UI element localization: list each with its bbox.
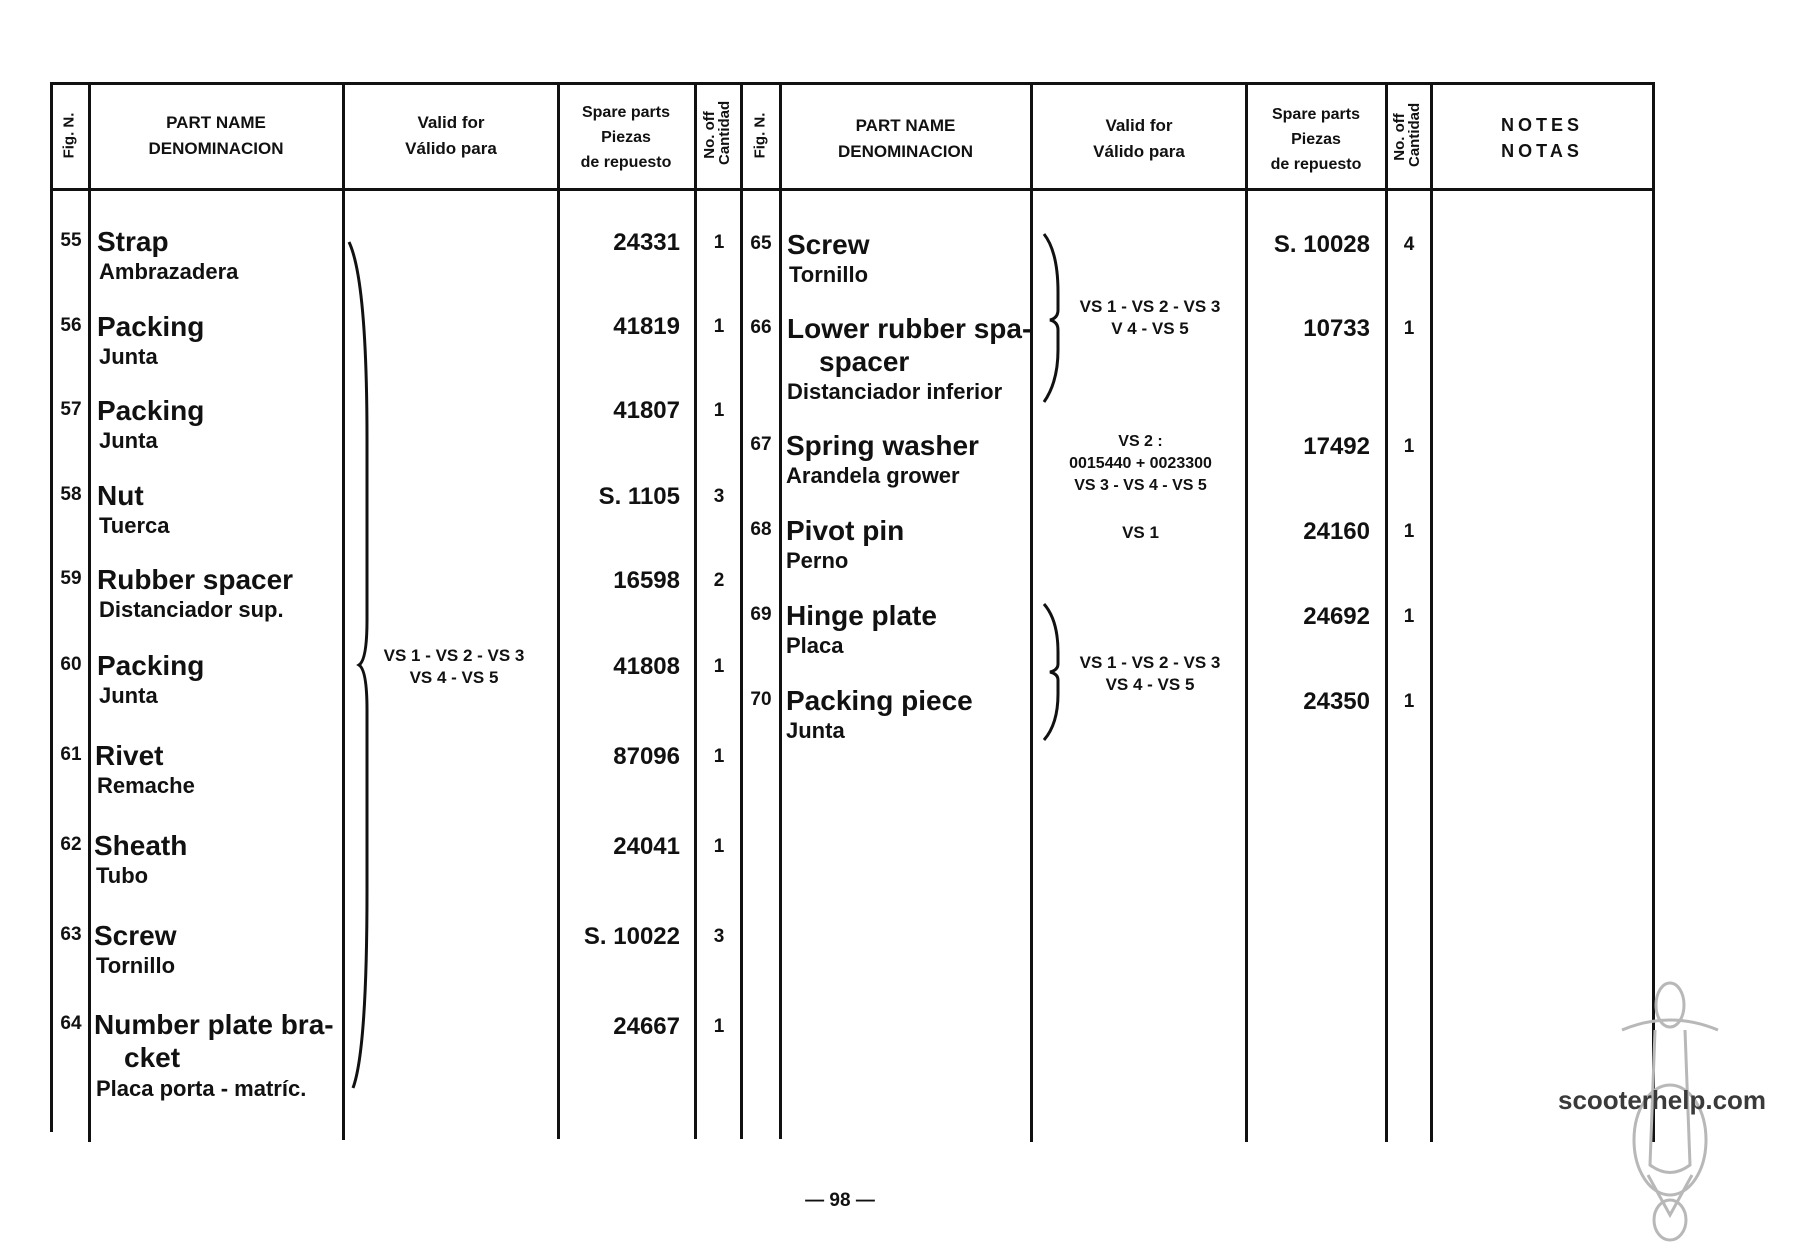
header-qty-es: Cantidad bbox=[1406, 102, 1423, 167]
part-name-line: Lower rubber spa- bbox=[787, 313, 1032, 344]
quantity: 1 bbox=[1403, 436, 1415, 457]
quantity: 1 bbox=[713, 1016, 725, 1037]
quantity: 4 bbox=[1403, 234, 1415, 255]
table-header-rule bbox=[50, 188, 1655, 191]
part-name-es: Distanciador sup. bbox=[99, 597, 284, 622]
col-divider bbox=[50, 82, 53, 1132]
valid-line: VS 4 - VS 5 bbox=[1105, 675, 1195, 694]
valid-line: VS 1 - VS 2 - VS 3 bbox=[1079, 653, 1221, 672]
part-name-es: Ambrazadera bbox=[99, 259, 239, 284]
fig-number: 64 bbox=[60, 1013, 82, 1034]
fig-number: 67 bbox=[750, 434, 772, 455]
fig-number: 68 bbox=[750, 519, 772, 540]
fig-number: 62 bbox=[60, 834, 82, 855]
part-number: 87096 bbox=[613, 743, 680, 770]
part-name-en bbox=[97, 479, 144, 512]
part-name-en bbox=[787, 228, 870, 261]
quantity: 1 bbox=[713, 746, 725, 767]
part-name-es: Junta bbox=[786, 718, 845, 743]
part-number: S. 10028 bbox=[1273, 231, 1370, 258]
header-part-name-en: PART NAME bbox=[166, 113, 266, 132]
row68-valid bbox=[1038, 522, 1243, 544]
part-number: 41819 bbox=[613, 313, 680, 340]
quantity: 3 bbox=[713, 926, 725, 947]
part-name-line: Pivot pin bbox=[786, 515, 905, 546]
part-name-en bbox=[95, 739, 163, 772]
part-name-line: Packing bbox=[97, 311, 205, 342]
part-name-line: spacer bbox=[819, 346, 910, 377]
header-spare-parts bbox=[560, 100, 692, 175]
part-name-en bbox=[786, 684, 973, 717]
quantity: 1 bbox=[1403, 318, 1415, 339]
part-name-en bbox=[97, 394, 204, 427]
part-name-en bbox=[786, 514, 904, 547]
header-spare-parts bbox=[1249, 102, 1383, 177]
part-name-en bbox=[786, 599, 937, 632]
part-name-en bbox=[94, 829, 187, 862]
part-name-line: Screw bbox=[94, 920, 177, 951]
quantity: 1 bbox=[713, 400, 725, 421]
part-name-es: Junta bbox=[99, 428, 158, 453]
quantity: 1 bbox=[713, 656, 725, 677]
valid-line: V 4 - VS 5 bbox=[1111, 319, 1189, 338]
header-valid-for-es: Válido para bbox=[1093, 142, 1185, 161]
fig-number: 59 bbox=[60, 568, 82, 589]
header-qty bbox=[701, 100, 733, 165]
part-number: 24160 bbox=[1303, 518, 1370, 545]
part-name-en bbox=[786, 429, 979, 462]
part-name-line: Rivet bbox=[95, 740, 164, 771]
right-group2-valid bbox=[1055, 652, 1245, 696]
header-spare-parts-es: Piezas bbox=[1291, 131, 1341, 148]
header-spare-parts-es2: de repuesto bbox=[1270, 156, 1362, 173]
valid-line: VS 1 - VS 2 - VS 3 bbox=[383, 646, 525, 665]
header-qty-es: Cantidad bbox=[716, 100, 733, 165]
header-fig-n: Fig. N. bbox=[751, 112, 769, 159]
part-name-line: Screw bbox=[787, 229, 870, 260]
header-part-name-en: PART NAME bbox=[855, 116, 956, 135]
header-notes-es: NOTAS bbox=[1501, 141, 1583, 161]
part-number: 24692 bbox=[1303, 603, 1370, 630]
header-valid-for bbox=[1034, 113, 1244, 165]
part-name-line: Spring washer bbox=[786, 430, 979, 461]
header-spare-parts-es: Piezas bbox=[601, 129, 651, 146]
watermark-text: scooterhelp.com bbox=[1558, 1085, 1767, 1115]
table-top-rule bbox=[50, 82, 1655, 85]
part-number: 41807 bbox=[613, 397, 680, 424]
part-number: S. 10022 bbox=[583, 923, 680, 950]
header-spare-parts-en: Spare parts bbox=[581, 104, 671, 121]
part-name-line: Rubber spacer bbox=[97, 564, 294, 595]
quantity: 1 bbox=[1403, 606, 1415, 627]
right-group1-valid bbox=[1055, 296, 1245, 340]
row67-valid bbox=[1038, 431, 1243, 497]
part-name-es: Perno bbox=[786, 548, 849, 573]
part-number: 24331 bbox=[613, 229, 680, 256]
part-name-line: Sheath bbox=[94, 830, 188, 861]
part-name-es: Tuerca bbox=[99, 513, 170, 538]
part-name-es: Placa bbox=[786, 633, 844, 658]
valid-line: VS 3 - VS 4 - VS 5 bbox=[1074, 477, 1207, 494]
part-number: 17492 bbox=[1303, 433, 1370, 460]
quantity: 2 bbox=[713, 570, 725, 591]
part-name-en bbox=[787, 312, 1031, 378]
part-name-line: Packing bbox=[97, 395, 205, 426]
part-name-es: Remache bbox=[97, 773, 195, 798]
header-qty-en: No. off bbox=[1391, 113, 1408, 161]
fig-number: 57 bbox=[60, 399, 82, 420]
part-name-en bbox=[97, 649, 204, 682]
part-name-es: Junta bbox=[99, 683, 158, 708]
header-valid-for-en: Valid for bbox=[1105, 116, 1173, 135]
header-valid-for bbox=[346, 110, 556, 162]
fig-number: 66 bbox=[750, 317, 772, 338]
page-number: — 98 — bbox=[805, 1190, 875, 1211]
header-part-name-es: DENOMINACION bbox=[148, 139, 284, 158]
part-name-line: Packing piece bbox=[786, 685, 973, 716]
part-name-es: Junta bbox=[99, 344, 158, 369]
valid-line: VS 1 bbox=[1122, 523, 1159, 542]
fig-number: 69 bbox=[750, 604, 772, 625]
valid-line: VS 1 - VS 2 - VS 3 bbox=[1079, 297, 1221, 316]
fig-number: 55 bbox=[60, 230, 82, 251]
part-number: 24350 bbox=[1303, 688, 1370, 715]
quantity: 1 bbox=[713, 836, 725, 857]
header-part-name-es: DENOMINACION bbox=[837, 142, 974, 161]
header-part-name bbox=[783, 113, 1028, 165]
part-name-line: Hinge plate bbox=[786, 600, 937, 631]
fig-number: 63 bbox=[60, 924, 82, 945]
part-number: 16598 bbox=[613, 567, 680, 594]
valid-line: VS 2 : bbox=[1118, 433, 1163, 450]
part-number: 24667 bbox=[613, 1013, 680, 1040]
col-divider bbox=[1030, 82, 1033, 1142]
part-name-line: Nut bbox=[97, 480, 144, 511]
header-notes-en: NOTES bbox=[1500, 115, 1583, 135]
header-valid-for-en: Valid for bbox=[417, 113, 485, 132]
col-divider bbox=[1430, 82, 1433, 1142]
part-number: 41808 bbox=[613, 653, 680, 680]
part-name-es: Tornillo bbox=[789, 262, 869, 287]
part-name-es: Arandela grower bbox=[786, 463, 960, 488]
part-name-en bbox=[94, 1008, 334, 1074]
part-name-es: Distanciador inferior bbox=[787, 379, 1003, 404]
header-notes bbox=[1434, 112, 1650, 164]
col-divider bbox=[740, 82, 743, 1139]
fig-number: 58 bbox=[60, 484, 82, 505]
header-part-name bbox=[92, 110, 340, 162]
fig-number: 65 bbox=[750, 233, 772, 254]
part-name-line: cket bbox=[124, 1042, 181, 1073]
part-number: 10733 bbox=[1303, 315, 1370, 342]
valid-line: VS 4 - VS 5 bbox=[409, 668, 499, 687]
part-number: S. 1105 bbox=[598, 483, 680, 510]
quantity: 3 bbox=[713, 486, 725, 507]
part-name-line: Packing bbox=[97, 650, 205, 681]
col-divider bbox=[779, 82, 782, 1139]
part-name-en bbox=[94, 919, 177, 952]
col-divider bbox=[1385, 82, 1388, 1142]
part-name-en bbox=[97, 563, 293, 596]
col-divider bbox=[88, 82, 91, 1142]
header-fig-n: Fig. N. bbox=[60, 112, 78, 159]
header-spare-parts-es2: de repuesto bbox=[580, 154, 672, 171]
fig-number: 60 bbox=[60, 654, 82, 675]
valid-line: 0015440 + 0023300 bbox=[1069, 455, 1212, 472]
part-name-es: Placa porta - matríc. bbox=[96, 1076, 307, 1101]
header-valid-for-es: Válido para bbox=[405, 139, 497, 158]
quantity: 1 bbox=[713, 316, 725, 337]
part-name-es: Tubo bbox=[96, 863, 149, 888]
left-group-valid bbox=[358, 645, 550, 689]
part-name-en bbox=[97, 310, 204, 343]
col-divider bbox=[694, 82, 697, 1139]
quantity: 1 bbox=[1403, 521, 1415, 542]
quantity: 1 bbox=[1403, 691, 1415, 712]
header-spare-parts-en: Spare parts bbox=[1271, 106, 1361, 123]
part-number: 24041 bbox=[613, 833, 680, 860]
part-name-line: Number plate bra- bbox=[94, 1009, 334, 1040]
fig-number: 56 bbox=[60, 315, 82, 336]
part-name-line: Strap bbox=[97, 226, 169, 257]
part-name-es: Tornillo bbox=[96, 953, 176, 978]
quantity: 1 bbox=[713, 232, 725, 253]
header-qty-en: No. off bbox=[701, 111, 718, 159]
fig-number: 70 bbox=[750, 689, 772, 710]
header-qty bbox=[1391, 102, 1423, 167]
part-name-en bbox=[97, 225, 169, 258]
fig-number: 61 bbox=[60, 744, 82, 765]
